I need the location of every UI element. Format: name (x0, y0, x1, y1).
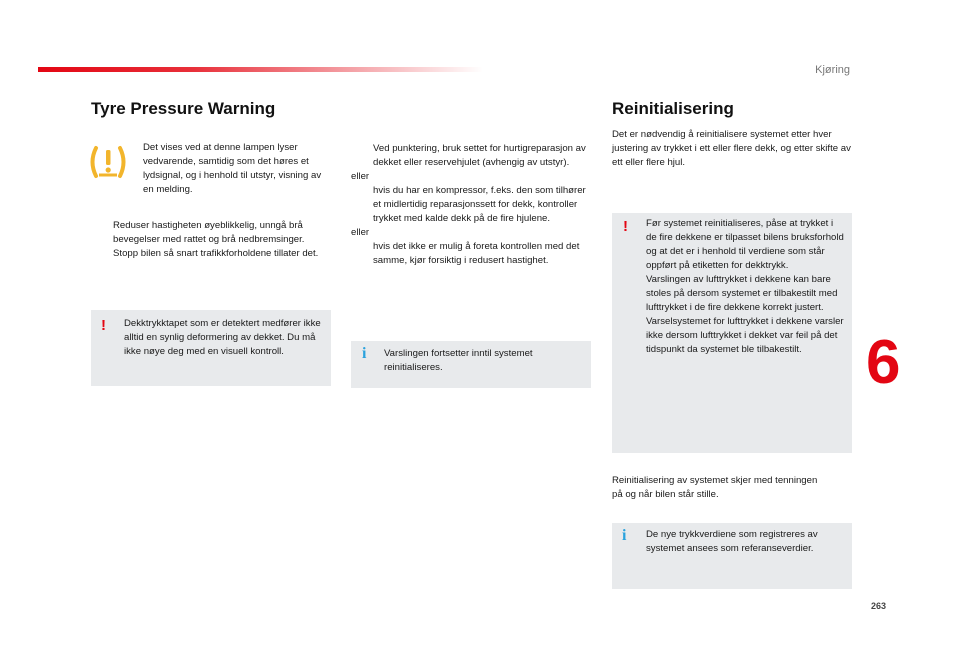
warning-mark-icon: ! (623, 218, 628, 235)
reinit-intro: Det er nødvendig å reinitialisere systemet etter hver justering av trykket i ett eller flere dekk, og etter skifte av ett eller flere hjul. (612, 129, 851, 168)
info-box-reference-values (612, 523, 852, 589)
reinit-note: Reinitialisering av systemet skjer med tenningen på og når bilen står stille. (612, 475, 818, 500)
section-label: Kjøring (815, 64, 850, 76)
bullet-text: hvis du har en kompressor, f.eks. den som tilhører et midlertidig reparasjonssett for dekk, kontroller trykket med kalde dekk på de fire hjulene. (373, 185, 586, 224)
list-item (351, 142, 591, 170)
intro-text: Det vises ved at denne lampen lyser vedvarende, samtidig som det høres et lydsignal, og i henhold til utstyr, visning av en melding. (143, 142, 322, 195)
section-title-reinitialisering: Reinitialisering (612, 99, 734, 118)
bullet-text: Reduser hastigheten øyeblikkelig, unngå brå bevegelser med rattet og brå nedbremsinger. (113, 220, 305, 245)
bullet-text: Ved punktering, bruk settet for hurtigreparasjon av dekket eller reservehjulet (avhengig av utstyr). (373, 143, 586, 168)
page-number: 263 (870, 601, 886, 611)
warning-box-text: Dekktrykktapet som er detektert medfører ikke alltid en synlig deformering av dekket. Du må ikke nøye deg med en visuell kontroll. (124, 318, 321, 357)
list-item (351, 240, 591, 268)
info-icon: i (362, 345, 367, 362)
info-box-warning-continues (351, 341, 591, 388)
warning-box-text (646, 217, 846, 357)
left-bullet-list (91, 219, 326, 261)
page-title-tyre-pressure: Tyre Pressure Warning (91, 99, 276, 118)
paragraph: Før systemet reinitialiseres, påse at trykket i de fire dekkene er tilpasset bilens bruksforhold og at det er i henhold til verdiene som står oppført på etiketten for dekktrykk. (646, 218, 844, 271)
list-item (351, 184, 591, 226)
warning-mark-icon: ! (101, 317, 106, 334)
bullet-text: hvis det ikke er mulig å foreta kontrollen med det samme, kjør forsiktig i redusert hastighet. (373, 241, 580, 266)
or-separator: eller (351, 171, 370, 182)
warning-box-visual-check (91, 310, 331, 386)
info-icon: i (622, 527, 627, 544)
info-box-text: De nye trykkverdiene som registreres av systemet ansees som referanseverdier. (646, 529, 818, 554)
tyre-pressure-warning-icon (87, 142, 129, 187)
middle-instruction-list (351, 142, 591, 268)
paragraph: Varselsystemet for lufttrykket i dekkene varsler ikke dersom lufttrykket i dekket var feil på det tidspunkt da systemet ble tilbakestilt. (646, 316, 844, 355)
warning-box-reinit (612, 213, 852, 453)
or-separator: eller (351, 227, 370, 238)
paragraph: Varslingen av lufttrykket i dekkene kan bare stoles på dersom systemet er tilbakestilt med lufttrykket i de fire dekkene korrekt justert. (646, 274, 838, 313)
list-item (91, 247, 326, 261)
list-item (91, 219, 326, 247)
chapter-number: 6 (866, 328, 901, 397)
bullet-text: Stopp bilen så snart trafikkforholdene tillater det. (113, 248, 319, 259)
header-accent-bar (38, 67, 483, 72)
info-box-text: Varslingen fortsetter inntil systemet reinitialiseres. (384, 348, 533, 373)
